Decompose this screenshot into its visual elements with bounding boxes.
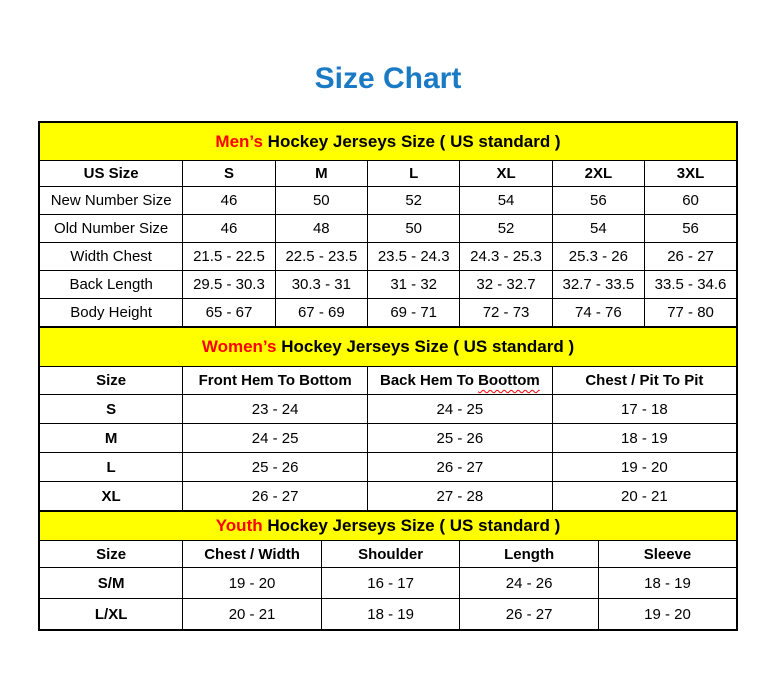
table-cell: 32 - 32.7	[460, 271, 552, 299]
table-row	[39, 453, 737, 482]
table-cell: 77 - 80	[645, 299, 737, 328]
row-header-cell: Width Chest	[39, 243, 183, 271]
table-cell: 24 - 26	[460, 568, 599, 599]
column-header: S	[183, 161, 275, 187]
column-header: Chest / Width	[183, 541, 322, 568]
table-row	[39, 424, 737, 453]
table-cell: 25.3 - 26	[552, 243, 644, 271]
column-header: M	[275, 161, 367, 187]
row-header-cell: New Number Size	[39, 187, 183, 215]
table-cell: 25 - 26	[368, 424, 553, 453]
table-cell: 52	[368, 187, 460, 215]
section-banner	[39, 511, 737, 541]
table-row	[39, 187, 737, 215]
table-cell: 16 - 17	[321, 568, 460, 599]
table-row	[39, 599, 737, 631]
row-header-cell: Body Height	[39, 299, 183, 328]
table-row	[39, 299, 737, 328]
row-header-cell: M	[39, 424, 183, 453]
table-cell: 31 - 32	[368, 271, 460, 299]
table-cell: 18 - 19	[598, 568, 737, 599]
table-cell: 67 - 69	[275, 299, 367, 328]
banner-text-label: Hockey Jerseys Size ( US standard )	[262, 516, 561, 535]
table-row	[39, 243, 737, 271]
row-header-cell: Old Number Size	[39, 215, 183, 243]
table-cell: 48	[275, 215, 367, 243]
section-banner	[39, 122, 737, 161]
table-cell: 26 - 27	[460, 599, 599, 631]
table-cell: 56	[645, 215, 737, 243]
table-cell: 46	[183, 215, 275, 243]
table-cell: 20 - 21	[552, 482, 737, 512]
column-header: Length	[460, 541, 599, 568]
row-header-cell: S/M	[39, 568, 183, 599]
column-header-row	[39, 367, 737, 395]
banner-text-label: Hockey Jerseys Size ( US standard )	[276, 337, 575, 356]
table-cell: 26 - 27	[645, 243, 737, 271]
size-chart-tables	[38, 121, 738, 631]
column-header-row	[39, 161, 737, 187]
row-header-cell: L/XL	[39, 599, 183, 631]
table-cell: 22.5 - 23.5	[275, 243, 367, 271]
table-row	[39, 395, 737, 424]
column-header: US Size	[39, 161, 183, 187]
column-header: L	[368, 161, 460, 187]
column-header: Size	[39, 541, 183, 568]
section-banner-row	[39, 122, 737, 161]
row-header-cell: L	[39, 453, 183, 482]
table-cell: 26 - 27	[183, 482, 368, 512]
table-cell: 52	[460, 215, 552, 243]
table-row	[39, 568, 737, 599]
table-cell: 72 - 73	[460, 299, 552, 328]
table-cell: 24 - 25	[368, 395, 553, 424]
table-cell: 50	[368, 215, 460, 243]
table-cell: 19 - 20	[183, 568, 322, 599]
table-cell: 29.5 - 30.3	[183, 271, 275, 299]
column-header	[368, 367, 553, 395]
table-cell: 23 - 24	[183, 395, 368, 424]
section-banner-row	[39, 327, 737, 367]
row-header-cell: S	[39, 395, 183, 424]
row-header-cell: Back Length	[39, 271, 183, 299]
table-cell: 23.5 - 24.3	[368, 243, 460, 271]
table-cell: 69 - 71	[368, 299, 460, 328]
youth-size-table	[38, 510, 738, 631]
column-header: Shoulder	[321, 541, 460, 568]
table-row	[39, 482, 737, 512]
column-header: 3XL	[645, 161, 737, 187]
table-cell: 54	[460, 187, 552, 215]
table-row	[39, 271, 737, 299]
column-header: Size	[39, 367, 183, 395]
table-cell: 24.3 - 25.3	[460, 243, 552, 271]
section-banner	[39, 327, 737, 367]
page-title: Size Chart	[314, 62, 462, 95]
section-banner-row	[39, 511, 737, 541]
column-header-prefix: Back Hem To	[380, 372, 479, 389]
table-cell: 50	[275, 187, 367, 215]
table-cell: 54	[552, 215, 644, 243]
table-cell: 32.7 - 33.5	[552, 271, 644, 299]
table-cell: 46	[183, 187, 275, 215]
column-header-row	[39, 541, 737, 568]
table-cell: 19 - 20	[598, 599, 737, 631]
table-cell: 17 - 18	[552, 395, 737, 424]
column-header: Sleeve	[598, 541, 737, 568]
table-cell: 33.5 - 34.6	[645, 271, 737, 299]
table-cell: 19 - 20	[552, 453, 737, 482]
table-cell: 20 - 21	[183, 599, 322, 631]
table-cell: 60	[645, 187, 737, 215]
banner-text-label: Hockey Jerseys Size ( US standard )	[262, 131, 561, 151]
table-row	[39, 215, 737, 243]
table-cell: 56	[552, 187, 644, 215]
table-cell: 24 - 25	[183, 424, 368, 453]
column-header: 2XL	[552, 161, 644, 187]
table-cell: 25 - 26	[183, 453, 368, 482]
table-cell: 30.3 - 31	[275, 271, 367, 299]
column-header: Front Hem To Bottom	[183, 367, 368, 395]
banner-accent-label: Youth	[215, 516, 263, 535]
banner-accent-label: Men’s	[215, 131, 263, 151]
misspelled-word: Boottom	[478, 372, 540, 389]
mens-size-table	[38, 121, 738, 328]
column-header: Chest / Pit To Pit	[552, 367, 737, 395]
table-cell: 21.5 - 22.5	[183, 243, 275, 271]
table-cell: 74 - 76	[552, 299, 644, 328]
womens-size-table	[38, 326, 738, 512]
banner-accent-label: Women’s	[201, 337, 277, 356]
table-cell: 27 - 28	[368, 482, 553, 512]
row-header-cell: XL	[39, 482, 183, 512]
table-cell: 18 - 19	[321, 599, 460, 631]
table-cell: 26 - 27	[368, 453, 553, 482]
column-header: XL	[460, 161, 552, 187]
table-cell: 18 - 19	[552, 424, 737, 453]
table-cell: 65 - 67	[183, 299, 275, 328]
